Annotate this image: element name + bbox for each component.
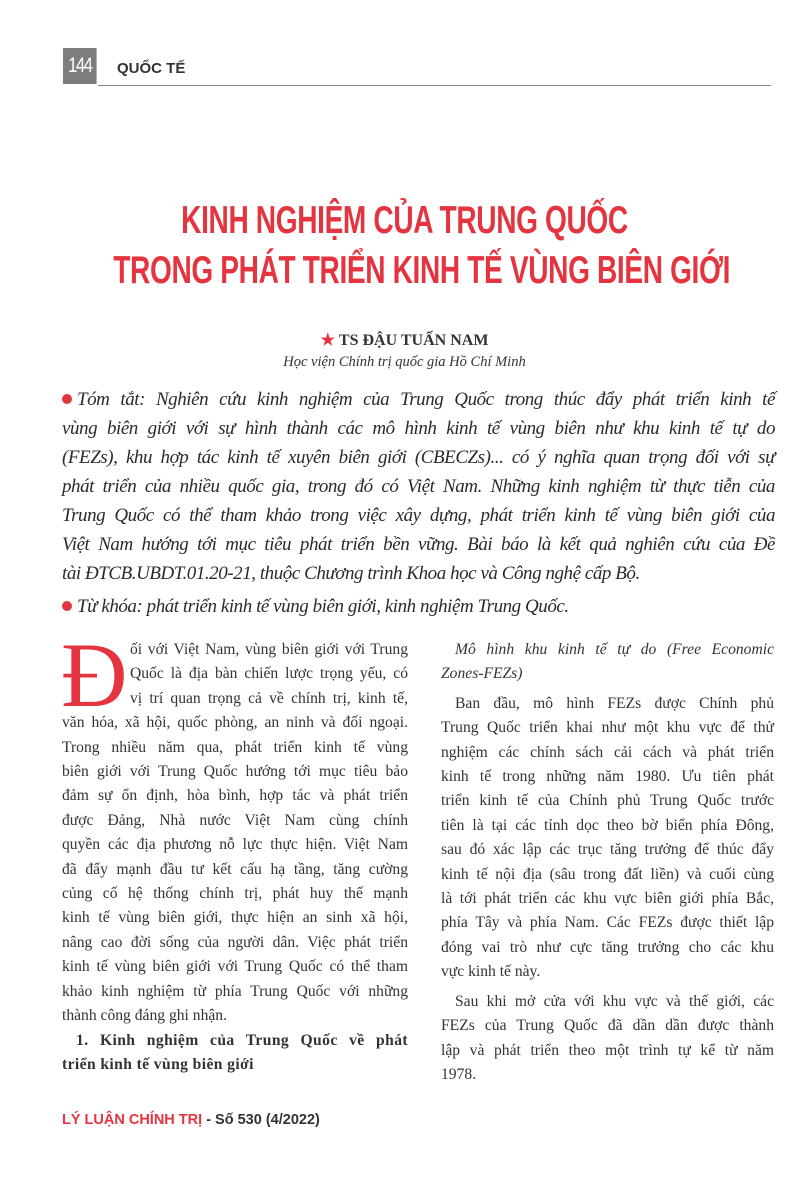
text-line: 1. Kinh nghiệm của Trung Quốc về phát bbox=[76, 1031, 408, 1049]
text-line: đã đẩy mạnh đầu tư kết cấu hạ tầng, tăng cường bbox=[62, 860, 408, 878]
text-line: biên giới với Trung Quốc hướng tới mục tiêu bảo bbox=[62, 763, 408, 781]
keywords bbox=[62, 592, 569, 621]
drop-cap: Đ bbox=[61, 624, 128, 726]
paragraph bbox=[441, 990, 774, 1088]
abstract-line bbox=[62, 385, 775, 414]
text-line: kinh tế vùng biên giới, thực hiện an sinh xã hội, bbox=[62, 909, 408, 927]
issue-number: - Số 530 (4/2022) bbox=[202, 1112, 320, 1128]
title-line-1: KINH NGHIỆM CỦA TRUNG QUỐC bbox=[181, 199, 628, 242]
text-line: triển kinh tế vùng biên giới bbox=[62, 1055, 254, 1073]
abstract-line bbox=[62, 530, 775, 559]
footer bbox=[62, 1112, 320, 1128]
text-line: văn hóa, xã hội, quốc phòng, an ninh và đối ngoại. bbox=[62, 714, 408, 732]
text-line: ối với Việt Nam, vùng biên giới với Trung bbox=[130, 641, 408, 658]
text-line: vị trí quan trọng cả về chính trị, kinh tế, bbox=[130, 689, 408, 707]
abstract-line bbox=[62, 414, 775, 443]
abstract-line-text: Tóm tắt: Nghiên cứu kinh nghiệm của Trung Quốc trong thúc đẩy phát triển kinh tế bbox=[77, 389, 775, 410]
keywords-text: Từ khóa: phát triển kinh tế vùng biên giới, kinh nghiệm Trung Quốc. bbox=[77, 596, 569, 617]
author-name: TS ĐẬU TUẤN NAM bbox=[338, 332, 489, 349]
text-line: thành công đáng ghi nhận. bbox=[62, 1007, 227, 1025]
text-line: nâng cao đời sống của người dân. Việc phát triển bbox=[62, 933, 408, 951]
author-affiliation: Học viện Chính trị quốc gia Hồ Chí Minh bbox=[283, 354, 526, 370]
title-line-2: TRONG PHÁT TRIỂN KINH TẾ VÙNG BIÊN GIỚI bbox=[113, 249, 731, 292]
article-title bbox=[0, 196, 809, 296]
section-label: QUỐC TẾ bbox=[117, 60, 186, 77]
header-divider bbox=[98, 85, 771, 86]
abstract-line-text: vùng biên giới với sự hình thành các mô hình kinh tế vùng biên như khu kinh tế tự do bbox=[62, 418, 775, 439]
page-number: 144 bbox=[63, 48, 97, 84]
bullet-icon bbox=[62, 601, 72, 611]
text-line: kinh tế vùng biên giới với Trung Quốc có thể tham bbox=[62, 958, 408, 976]
text-line: triển kinh tế của Chính phủ Trung Quốc trước bbox=[441, 792, 774, 810]
abstract-line-text: tài ĐTCB.UBDT.01.20-21, thuộc Chương trình Khoa học và Công nghệ cấp Bộ. bbox=[62, 563, 640, 584]
text-line: Trong nhiều năm qua, phát triển kinh tế vùng bbox=[62, 738, 408, 756]
text-line: Quốc là địa bàn chiến lược trọng yếu, có bbox=[130, 665, 408, 683]
text-line: Sau khi mở cửa với khu vực và thế giới, các bbox=[455, 992, 774, 1010]
author bbox=[0, 330, 809, 350]
bullet-icon bbox=[62, 394, 72, 404]
star-icon: ★ bbox=[320, 332, 335, 349]
text-line: phía Tây và phía Nam. Các FEZs được thiết lập bbox=[441, 914, 774, 932]
text-line: được Đảng, Nhà nước Việt Nam cùng chính bbox=[62, 811, 408, 829]
subsection-heading bbox=[441, 638, 774, 687]
text-line: lập và phát triển theo một trình tự kể từ năm bbox=[441, 1041, 774, 1059]
text-line: 1978. bbox=[441, 1065, 477, 1083]
abstract-line-text: Trung Quốc có thể tham khảo trong việc xây dựng, phát triển kinh tế vùng biên giới của bbox=[62, 505, 775, 526]
text-line: nghiệm các chính sách cải cách và phát triển bbox=[441, 743, 774, 761]
text-line: kinh tế trong những năm 1980. Ưu tiên phát bbox=[441, 768, 774, 786]
text-line: Zones-FEZs) bbox=[441, 665, 523, 683]
abstract-line bbox=[62, 501, 775, 530]
text-line: sau đó xác lập các trục tăng trưởng để thúc đẩy bbox=[441, 841, 774, 859]
right-column bbox=[441, 638, 774, 1087]
text-line: FEZs của Trung Quốc đã dần dần được thành bbox=[441, 1017, 774, 1035]
text-line: vực kinh tế này. bbox=[441, 963, 541, 981]
text-line: quyền các địa phương nỗ lực thực hiện. Việt Nam bbox=[62, 836, 408, 854]
magazine-name: LÝ LUẬN CHÍNH TRỊ bbox=[62, 1112, 203, 1128]
abstract-line bbox=[62, 472, 775, 501]
text-line: củng cố hệ thống chính trị, phát huy thế mạnh bbox=[62, 885, 408, 903]
text-line: Ban đầu, mô hình FEZs được Chính phủ bbox=[455, 694, 774, 712]
text-line: kinh tế nội địa (sâu trong đất liền) và cuối cùng bbox=[441, 865, 774, 883]
text-line: là tới phát triển các khu vực biên giới phía Bắc, bbox=[441, 890, 774, 908]
left-column bbox=[61, 624, 408, 1077]
paragraph bbox=[441, 692, 774, 985]
text-line: Trung Quốc triển khai như một khu vực để thử bbox=[441, 719, 774, 737]
text-line: khảo kinh nghiệm từ phía Trung Quốc với những bbox=[62, 982, 408, 1000]
abstract bbox=[62, 385, 775, 588]
text-line: đóng vai trò như cực tăng trưởng cho các khu bbox=[441, 938, 774, 956]
abstract-line bbox=[62, 443, 775, 472]
text-line: đảm sự ổn định, hòa bình, hợp tác và phát triển bbox=[62, 787, 408, 805]
abstract-line bbox=[62, 559, 775, 588]
text-line: tiên là tại các tỉnh dọc theo bờ biển phía Đông, bbox=[441, 816, 774, 834]
abstract-line-text: (FEZs), khu hợp tác kinh tế xuyên biên giới (CBECZs)... có ý nghĩa quan trọng đối với sự bbox=[62, 447, 775, 468]
abstract-line-text: Việt Nam hướng tới mục tiêu phát triển bền vững. Bài báo là kết quả nghiên cứu của Đề bbox=[62, 534, 775, 555]
abstract-line-text: phát triển của nhiều quốc gia, trong đó có Việt Nam. Những kinh nghiệm từ thực tiễn của bbox=[62, 476, 775, 497]
text-line: Mô hình khu kinh tế tự do (Free Economic bbox=[455, 641, 774, 658]
section-heading bbox=[62, 1029, 408, 1078]
